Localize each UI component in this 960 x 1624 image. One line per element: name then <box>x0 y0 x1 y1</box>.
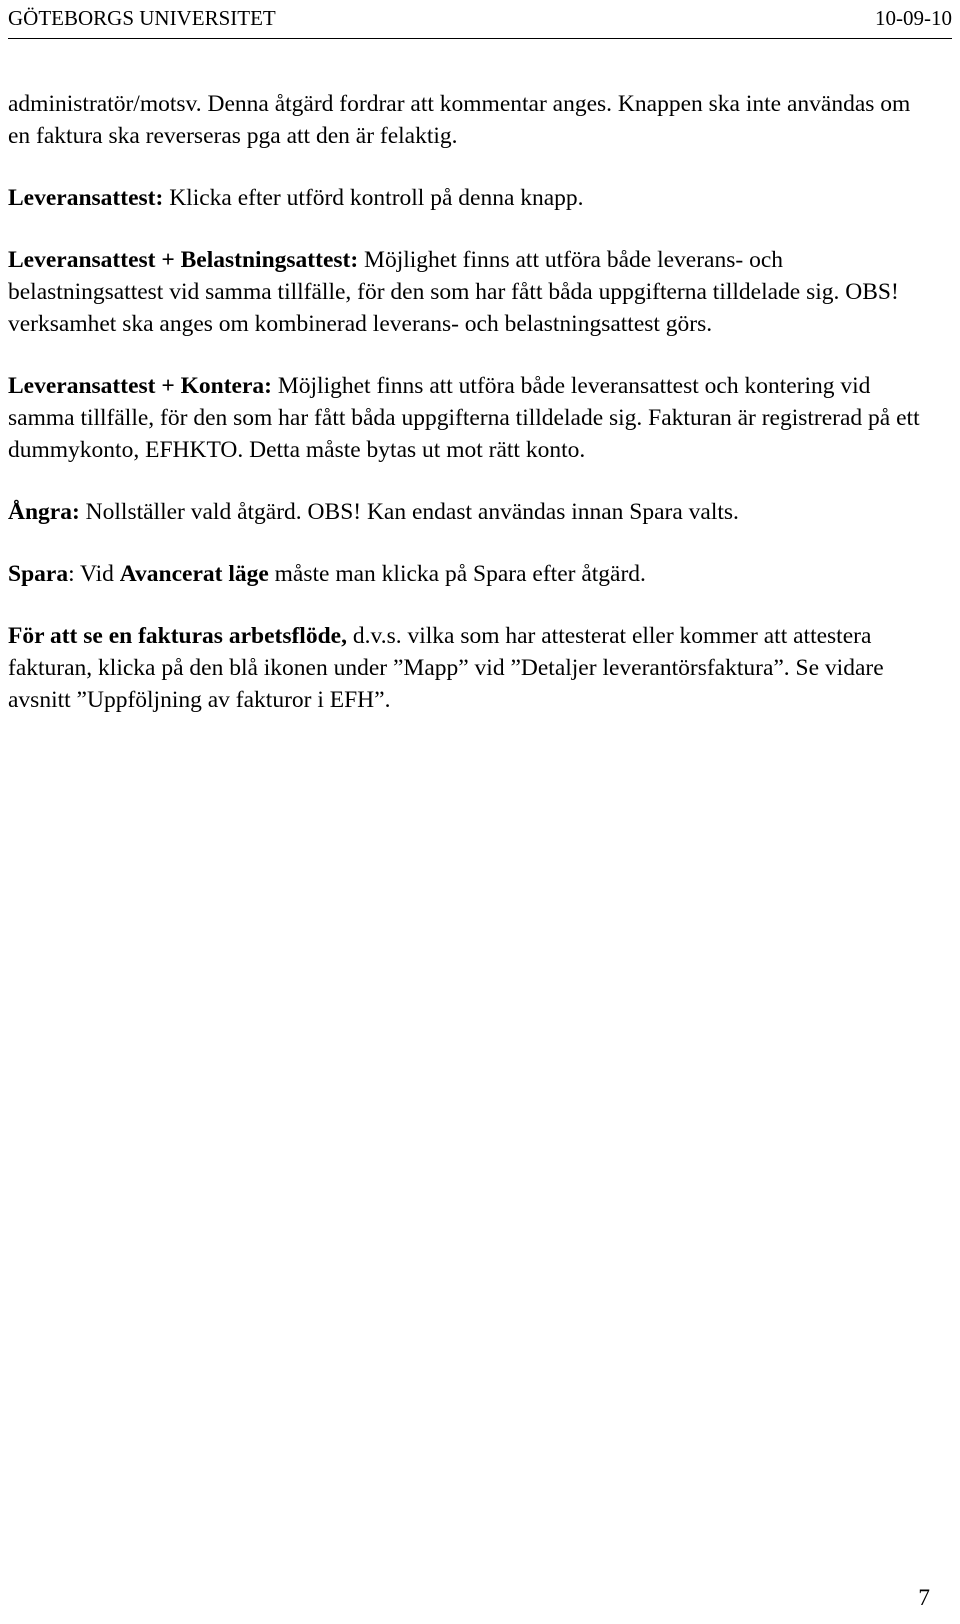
term-angra: Ångra: <box>8 499 80 525</box>
page-number: 7 <box>918 1585 930 1611</box>
header-date: 10-09-10 <box>875 6 952 30</box>
paragraph-text: administratör/motsv. Denna åtgärd fordrar att kommentar anges. Knappen ska inte användas om en faktura ska reverseras pga att den är felaktig. <box>8 91 911 149</box>
term-leveransattest-kontera: Leveransattest + Kontera: <box>8 373 272 399</box>
term-arbetsflode: För att se en fakturas arbetsflöde, <box>8 623 347 649</box>
paragraph-text: Klicka efter utförd kontroll på denna knapp. <box>163 185 584 211</box>
paragraph-text: : Vid <box>68 561 120 587</box>
paragraph-administrator <box>8 88 928 152</box>
page-header <box>8 2 952 39</box>
document-body <box>8 88 928 716</box>
term-leverans-belastningsattest: Leveransattest + Belastningsattest: <box>8 247 359 273</box>
paragraph-leveransattest-kontera <box>8 370 928 466</box>
term-leveransattest: Leveransattest: <box>8 185 164 211</box>
paragraph-text: d.v.s. vilka som har attesterat eller kommer att attestera fakturan, klicka på den blå ikonen under ”Mapp” vid ”Detaljer leverantörsfaktura”. Se vidare avsnitt ”Uppföljning av fakturor i EFH”. <box>8 623 884 713</box>
paragraph-arbetsflode <box>8 620 928 716</box>
term-spara: Spara <box>8 561 69 587</box>
paragraph-leverans-belastningsattest <box>8 244 928 340</box>
paragraph-text: måste man klicka på Spara efter åtgärd. <box>268 561 646 587</box>
term-avancerat-lage: Avancerat läge <box>119 561 269 587</box>
paragraph-leveransattest <box>8 182 928 214</box>
header-organization: GÖTEBORGS UNIVERSITET <box>8 6 276 30</box>
paragraph-text: Möjlighet finns att utföra både leveransattest och kontering vid samma tillfälle, för den som har fått båda uppgifterna tilldelade sig. Fakturan är registrerad på ett dummykonto, EFHKTO. Detta måste bytas ut mot rätt konto. <box>8 373 920 463</box>
paragraph-spara <box>8 558 928 590</box>
paragraph-text: Nollställer vald åtgärd. OBS! Kan endast användas innan Spara valts. <box>79 499 739 525</box>
paragraph-angra <box>8 496 928 528</box>
paragraph-text: Möjlighet finns att utföra både leverans- och belastningsattest vid samma tillfälle, för den som har fått båda uppgifterna tilldelade sig. OBS! verksamhet ska anges om kombinerad leverans- och belastningsattest görs. <box>8 247 899 337</box>
